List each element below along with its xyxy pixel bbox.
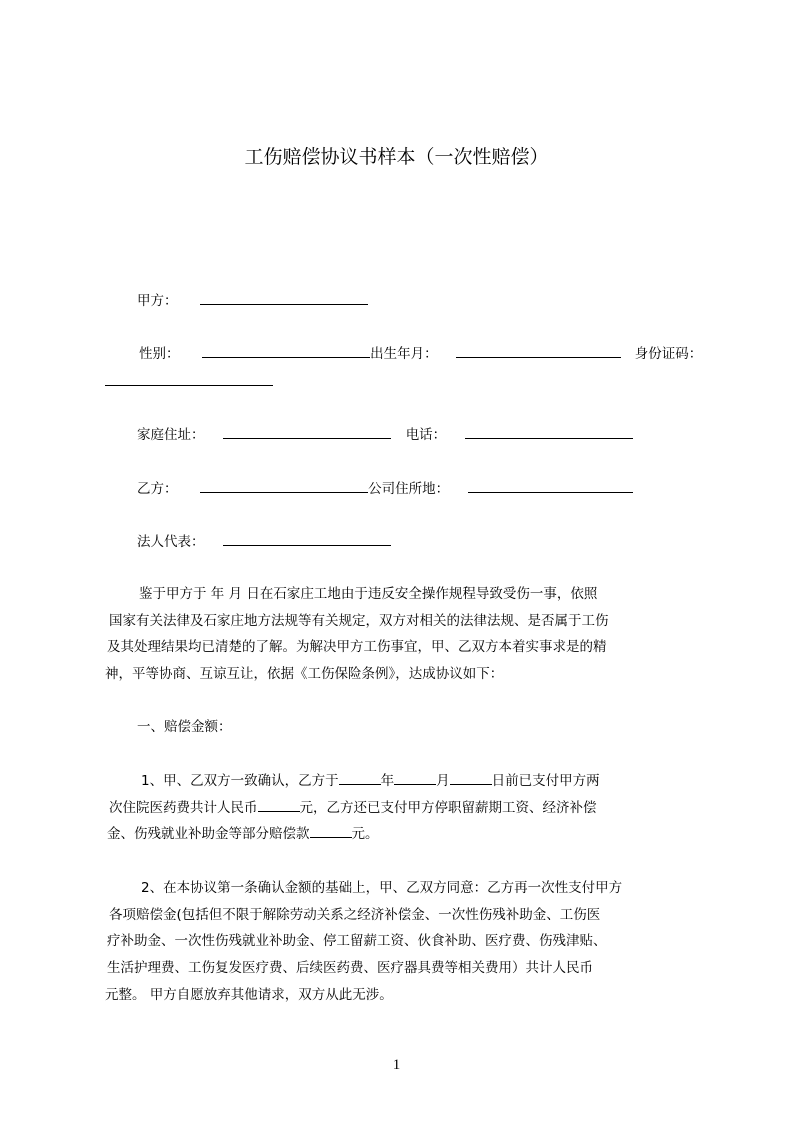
company-address-label: 公司住所地： xyxy=(368,481,450,497)
birth-blank[interactable] xyxy=(456,345,621,358)
clause-1-month-blank[interactable] xyxy=(394,772,436,785)
legal-rep-blank[interactable] xyxy=(223,533,391,546)
clause-1-part-g: 金、伤残就业补助金等部分赔偿款 xyxy=(107,826,310,842)
id-blank[interactable] xyxy=(105,373,273,386)
page-number: 1 xyxy=(392,1057,401,1073)
clause-1-year-blank[interactable] xyxy=(339,772,381,785)
intro-line-3: 及其处理结果均已清楚的了解。为解决甲方工伤事宜，甲、乙双方本着实事求是的精 xyxy=(107,639,607,655)
address-label: 家庭住址： xyxy=(137,427,205,443)
address-blank[interactable] xyxy=(223,426,391,439)
party-b-blank[interactable] xyxy=(200,480,368,493)
intro-line-4: 神，平等协商、互谅互让，依据《工伤保险条例》，达成协议如下： xyxy=(105,666,504,682)
clause-1-part-f: 元，乙方还已支付甲方停职留薪期工资、经济补偿 xyxy=(299,800,597,816)
birth-label: 出生年月： xyxy=(370,346,438,362)
id-label: 身份证码： xyxy=(634,346,703,362)
clause-1-day-blank[interactable] xyxy=(450,772,492,785)
section-1-heading: 一、赔偿金额： xyxy=(137,719,232,735)
party-a-row xyxy=(137,291,368,311)
clause-1-medical-amount-blank[interactable] xyxy=(258,799,300,812)
party-b-row xyxy=(137,479,633,499)
gender-label: 性别： xyxy=(139,346,180,362)
intro-line-1: 鉴于甲方于 年 月 日在石家庄工地由于违反安全操作规程导致受伤一事，依照 xyxy=(139,586,598,602)
clause-1-line-1 xyxy=(141,771,600,791)
phone-blank[interactable] xyxy=(465,426,633,439)
clause-1-line-2 xyxy=(109,798,597,818)
legal-rep-label: 法人代表： xyxy=(137,534,205,550)
clause-1-part-e: 次住院医药费共计人民币 xyxy=(109,800,258,816)
phone-label: 电话： xyxy=(405,427,447,443)
company-address-blank[interactable] xyxy=(468,480,633,493)
intro-line-2: 国家有关法律及石家庄地方法规等有关规定，双方对相关的法律法规、是否属于工伤 xyxy=(109,613,609,629)
legal-rep-row xyxy=(137,532,391,552)
gender-blank[interactable] xyxy=(202,345,370,358)
party-a-blank[interactable] xyxy=(200,292,368,305)
party-a-label: 甲方： xyxy=(137,293,178,309)
address-phone-row xyxy=(137,425,633,445)
gender-birth-row xyxy=(139,344,702,364)
document-title: 工伤赔偿协议书样本（一次性赔偿） xyxy=(244,146,549,168)
clause-2-line-2: 各项赔偿金(包括但不限于解除劳动关系之经济补偿金、一次性伤残补助金、工伤医 xyxy=(109,907,601,923)
clause-1-part-b: 年 xyxy=(380,773,395,789)
clause-2-line-3: 疗补助金、一次性伤残就业补助金、停工留薪工资、伙食补助、医疗费、伤残津贴、 xyxy=(107,933,607,949)
party-b-label: 乙方： xyxy=(137,481,178,497)
clause-1-partial-amount-blank[interactable] xyxy=(310,825,352,838)
clause-1-line-3 xyxy=(107,824,379,844)
clause-2-line-4: 生活护理费、工伤复发医疗费、后续医药费、医疗器具费等相关费用）共计人民币 xyxy=(107,960,593,976)
clause-1-part-h: 元。 xyxy=(351,826,379,842)
clause-1-part-d: 日前已支付甲方两 xyxy=(491,773,600,789)
clause-1-part-a: 1、甲、乙双方一致确认，乙方于 xyxy=(141,773,339,789)
clause-1-part-c: 月 xyxy=(436,773,450,789)
id-row xyxy=(105,372,273,392)
clause-2-line-1: 2、在本协议第一条确认金额的基础上，甲、乙双方同意：乙方再一次性支付甲方 xyxy=(141,880,623,896)
clause-2-line-5: 元整。 甲方自愿放弃其他请求，双方从此无涉。 xyxy=(105,987,393,1003)
